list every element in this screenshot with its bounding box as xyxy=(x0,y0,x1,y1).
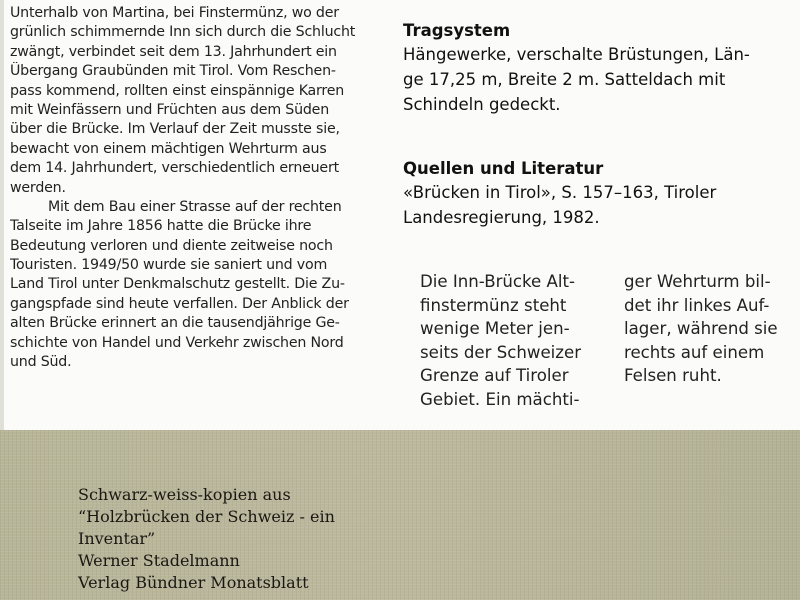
caption-line: Die Inn-Brücke Alt- xyxy=(420,272,575,291)
text-line: gangspfade sind heute verfallen. Der Anblick der xyxy=(10,295,349,312)
source-line: Werner Stadelmann xyxy=(78,551,240,570)
text-line: Landesregierung, 1982. xyxy=(403,208,600,227)
source-line: Schwarz-weiss-kopien aus xyxy=(78,485,291,504)
caption-line: lager, während sie xyxy=(624,319,778,339)
source-line: Verlag Bündner Monatsblatt xyxy=(78,573,309,592)
text-line: ge 17,25 m, Breite 2 m. Satteldach mit xyxy=(403,70,726,89)
text-line: Bedeutung verloren und diente zeitweise noch xyxy=(10,237,333,254)
source-line: Inventar” xyxy=(78,529,156,548)
text-line: und Süd. xyxy=(10,354,72,371)
text-line: dem 14. Jahrhundert, verschiedentlich erneuert xyxy=(10,160,339,177)
text-line: «Brücken in Tirol», S. 157–163, Tiroler xyxy=(403,183,717,202)
source-note xyxy=(78,484,335,594)
source-line: “Holzbrücken der Schweiz - ein xyxy=(78,507,335,526)
text-line: Schindeln gedeckt. xyxy=(403,95,561,114)
caption-column-1 xyxy=(420,270,581,412)
text-line: Talseite im Jahre 1856 hatte die Brücke ihre xyxy=(10,218,312,235)
text-line: Mit dem Bau einer Strasse auf der rechten xyxy=(48,198,342,215)
text-line: alten Brücke erinnert an die tausendjährige Ge- xyxy=(10,315,340,332)
text-line: werden. xyxy=(10,179,66,196)
text-line: mit Weinfässern und Früchten aus dem Süden xyxy=(10,101,329,118)
caption-line: rechts auf einem xyxy=(624,342,765,362)
caption-line: Grenze auf Tiroler xyxy=(420,366,569,386)
quellen-body xyxy=(403,180,795,230)
quellen-heading: Quellen und Literatur xyxy=(403,159,604,178)
text-line: über die Brücke. Im Verlauf der Zeit musste sie, xyxy=(10,121,340,138)
text-line: Übergang Graubünden mit Tirol. Vom Reschen- xyxy=(10,63,336,80)
caption-line: det ihr linkes Auf- xyxy=(624,295,770,315)
caption-line: Gebiet. Ein mächti- xyxy=(420,389,580,409)
text-line: schichte von Handel und Verkehr zwischen Nord xyxy=(10,334,344,351)
main-text-column xyxy=(10,4,388,372)
caption-line: ger Wehrturm bil- xyxy=(624,272,771,291)
caption-line: finstermünz steht xyxy=(420,295,567,315)
text-line: Touristen. 1949/50 wurde sie saniert und vom xyxy=(10,257,328,274)
caption-line: wenige Meter jen- xyxy=(420,319,570,339)
quellen-section xyxy=(403,158,795,230)
scan-edge xyxy=(0,0,4,430)
tragsystem-heading: Tragsystem xyxy=(403,21,511,40)
text-line: grünlich schimmernde Inn sich durch die Schlucht xyxy=(10,24,356,41)
source-card xyxy=(0,430,800,600)
text-line: zwängt, verbindet seit dem 13. Jahrhundert ein xyxy=(10,43,337,60)
text-line: bewacht von einem mächtigen Wehrturm aus xyxy=(10,140,327,157)
tragsystem-body xyxy=(403,42,795,117)
text-line: Unterhalb von Martina, bei Finstermünz, wo der xyxy=(10,5,339,21)
tragsystem-section xyxy=(403,20,795,117)
caption-line: Felsen ruht. xyxy=(624,366,722,386)
caption-column-2 xyxy=(624,270,778,388)
caption-line: seits der Schweizer xyxy=(420,342,582,362)
text-line: Land Tirol unter Denkmalschutz gestellt. Die Zu- xyxy=(10,276,345,293)
text-line: pass kommend, rollten einst einspännige Karren xyxy=(10,82,345,99)
text-line: Hängewerke, verschalte Brüstungen, Län- xyxy=(403,45,750,64)
